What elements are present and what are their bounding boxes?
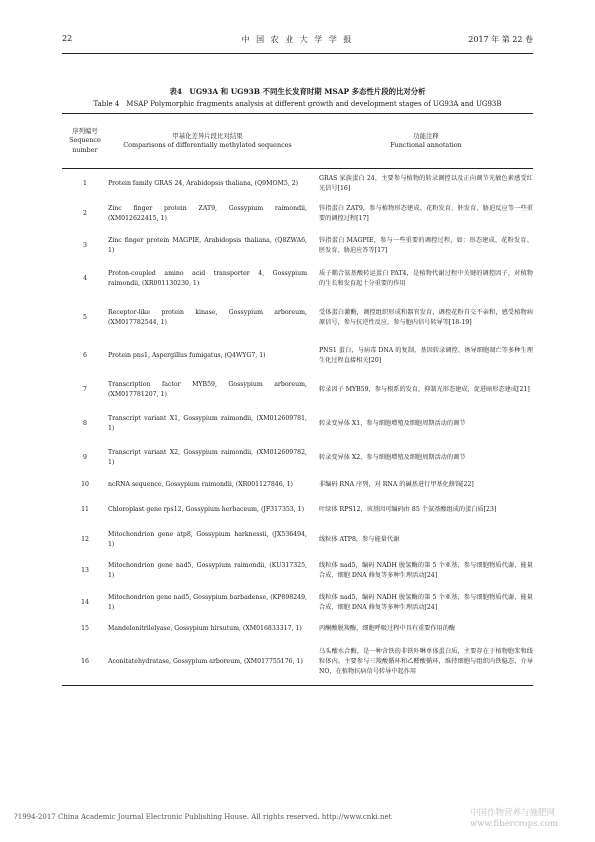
comparison-cell: ncRNA sequence, Gossypium raimondii, (XR001127846, 1) xyxy=(108,481,293,489)
comparison-cell: Mitochondrion gene nad5, Gossypium raimondii, (KU317325, 1) xyxy=(108,562,307,579)
page-number: 22 xyxy=(62,34,73,43)
comparison-cell: Aconitatehydratase, Gossypium arboreum, (XM017755176, 1) xyxy=(108,658,303,666)
col-header-cn: 序列编号 xyxy=(72,127,98,136)
comparison-cell: Mitochondrion gene atp8, Gossypium harknessii, (JX536494, 1) xyxy=(108,531,307,548)
journal-title: 中 国 农 业 大 学 学 报 xyxy=(241,35,354,44)
table-row xyxy=(62,296,533,339)
comparison-cell: Protein family GRAS 24, Arabidopsis thaliana, (Q9MOM5, 2) xyxy=(108,179,299,187)
sequence-number-cell: 10 xyxy=(81,481,89,489)
col-header-comparisons xyxy=(108,114,313,168)
annotation-cell: 锌指蛋白 MAGPIE，参与一些重要的调控过程，如：形态建成、花粉发育、胚发育、胁迫应答等[17] xyxy=(319,237,533,254)
table-bottom-rule xyxy=(62,685,533,686)
annotation-cell: GRAS 家族蛋白 24，主要参与植物的转录调控以及正向调节光敏色素感受红光信号[16] xyxy=(319,174,533,192)
table-row xyxy=(62,475,533,495)
annotation-cell: 线粒体 ATP8，参与能量代谢 xyxy=(319,536,400,544)
annotation-cell: 线粒体 nad5，编码 NADH 脱氢酶的第 5 个亚基，参与细胞物质代谢、能量合成、细胞 DNA 修复等多种生理活动[24] xyxy=(319,594,533,611)
watermark xyxy=(470,808,558,829)
table-row xyxy=(62,407,533,441)
year-volume: 2017 年 第 22 卷 xyxy=(468,35,533,44)
comparison-cell: Zinc finger protein MAGPIE, Arabidopsis thaliana, (Q8ZWA6, 1) xyxy=(108,237,307,254)
col-header-en: Functional annotation xyxy=(390,141,462,149)
table-caption-en: Table 4 MSAP Polymorphic fragments analysis at different growth and development stages of UG93A and UG93B xyxy=(93,100,502,108)
copyright-footer: ?1994-2017 China Academic Journal Electronic Publishing House. All rights reserved. http://www.cnki.net xyxy=(14,813,392,821)
annotation-cell: 转录因子 MYB59，参与根系的发育，抑制光形态建成，促进暗形态建成[21] xyxy=(319,386,530,394)
table-row xyxy=(62,555,533,587)
comparison-cell: Protein pns1, Aspergillus fumigatus, (Q4WYG7, 1) xyxy=(108,352,266,360)
comparison-cell: Transcript variant X2, Gossypium raimondii, (XM012609782, 1) xyxy=(108,449,307,466)
annotation-cell: 受体蛋白激酶，调控组织形成和器官发育，调控花粉自交不亲和，感受植物病原信号，参与抗逆性反应，参与胞内信号转导等[18-19] xyxy=(319,308,533,326)
table-row xyxy=(62,230,533,262)
table-row xyxy=(62,441,533,475)
table-row xyxy=(62,639,533,685)
running-header xyxy=(62,34,533,48)
table-row xyxy=(62,587,533,619)
sequence-number-cell: 7 xyxy=(83,386,87,394)
annotation-cell: 锌指蛋白 ZAT9，参与植物形态建成、花粉发育、胚发育、胁迫反应等一些重要的调控过程[17] xyxy=(319,205,533,222)
annotation-cell: 质子耦合氨基酸转运蛋白 PAT4，是植物代谢过程中关键的调控因子，对植物的生长和发育起十分重要的作用 xyxy=(319,270,533,287)
sequence-number-cell: 1 xyxy=(83,179,87,187)
annotation-cell: 非编码 RNA 序列，对 RNA 的碱基进行甲基化修饰[22] xyxy=(319,481,474,489)
comparison-cell: Transcript variant X1, Gossypium raimondii, (XM012609781, 1) xyxy=(108,415,307,432)
table-row xyxy=(62,339,533,373)
comparison-cell: Transcription factor MYB59, Gossypium arboreum, (XM017781207, 1) xyxy=(108,381,307,398)
sequence-number-cell: 2 xyxy=(83,210,87,218)
annotation-cell: 丙酮酸脱羧酶，细胞呼吸过程中具有重要作用的酶 xyxy=(319,625,456,633)
sequence-number-cell: 8 xyxy=(83,420,87,428)
table-row xyxy=(62,525,533,555)
comparison-cell: Proton-coupled amino acid transporter 4, Gossypium raimondii, (XR001130230, 1) xyxy=(108,270,307,287)
sequence-number-cell: 9 xyxy=(83,454,87,462)
table-4 xyxy=(62,113,533,686)
watermark-line1: 中国作物营养与施肥网 xyxy=(470,808,556,818)
sequence-number-cell: 15 xyxy=(81,625,89,633)
sequence-number-cell: 4 xyxy=(83,275,87,283)
sequence-number-cell: 11 xyxy=(81,506,89,514)
sequence-number-cell: 5 xyxy=(83,313,87,321)
table-caption-cn: 表4 UG93A 和 UG93B 不同生长发育时期 MSAP 多态性片段的比对分析 xyxy=(169,87,426,96)
table-header xyxy=(62,114,533,168)
annotation-cell: 叶绿体 RPS12，该基因可编码由 85 个氨基酸组成的蛋白质[23] xyxy=(319,506,497,514)
annotation-cell: 转录变异体 X1，参与细胞增殖及细胞周期活动的调节 xyxy=(319,420,466,428)
col-header-en: Sequence number xyxy=(69,136,101,154)
comparison-cell: Mandelonitrilelyase, Gossypium hirsutum, (XM016833317, 1) xyxy=(108,625,302,633)
col-header-cn: 功能注释 xyxy=(413,131,439,140)
table-body xyxy=(62,169,533,685)
table-row xyxy=(62,495,533,525)
comparison-cell: Zinc finger protein ZAT9, Gossypium raimondii, (XM012622415, 1) xyxy=(108,205,307,222)
sequence-number-cell: 12 xyxy=(81,536,89,544)
sequence-number-cell: 14 xyxy=(81,599,89,607)
table-row xyxy=(62,262,533,296)
comparison-cell: Receptor-like protein kinase, Gossypium arboreum, (XM017782544, 1) xyxy=(108,308,307,326)
sequence-number-cell: 16 xyxy=(81,658,89,666)
col-header-cn: 甲基化差异片段比对结果 xyxy=(172,131,243,140)
table-row xyxy=(62,169,533,198)
col-header-sequence-number xyxy=(62,114,108,168)
watermark-line2: www.fibercrops.com xyxy=(470,818,559,829)
comparison-cell: Chloroplast gene rps12, Gossypium herbaceum, (JF317353, 1) xyxy=(108,506,305,514)
col-header-functional-annotation xyxy=(313,114,533,168)
table-row xyxy=(62,373,533,407)
sequence-number-cell: 13 xyxy=(81,567,89,575)
sequence-number-cell: 3 xyxy=(83,242,87,250)
annotation-cell: 转录变异体 X2，参与细胞增殖及细胞周期活动的调节 xyxy=(319,454,466,462)
comparison-cell: Mitochondrion gene nad5, Gossypium barbadense, (KP898249, 1) xyxy=(108,594,307,611)
annotation-cell: 线粒体 nad5，编码 NADH 脱氢酶的第 5 个亚基，参与细胞物质代谢、能量合成、细胞 DNA 修复等多种生理活动[24] xyxy=(319,562,533,579)
table-row xyxy=(62,198,533,230)
annotation-cell: 乌头酸水合酶，是一种含铁的非铁卟啉单体蛋白质，主要存在于植物胞浆和线粒体内。主要参与三羧酸循环和乙醛酸循环，维持细胞与组织内铁稳态，介导 NO，在植物抗病信号转导中起作用 xyxy=(319,648,533,675)
sequence-number-cell: 6 xyxy=(83,352,87,360)
header-rule xyxy=(62,53,533,54)
col-header-en: Comparisons of differentially methylated sequences xyxy=(123,141,292,149)
annotation-cell: PNS1 蛋白，与病毒 DNA 的复制、基因转录调控、诱导细胞凋亡等多种生理生化过程直接相关[20] xyxy=(319,347,533,364)
table-row xyxy=(62,619,533,639)
